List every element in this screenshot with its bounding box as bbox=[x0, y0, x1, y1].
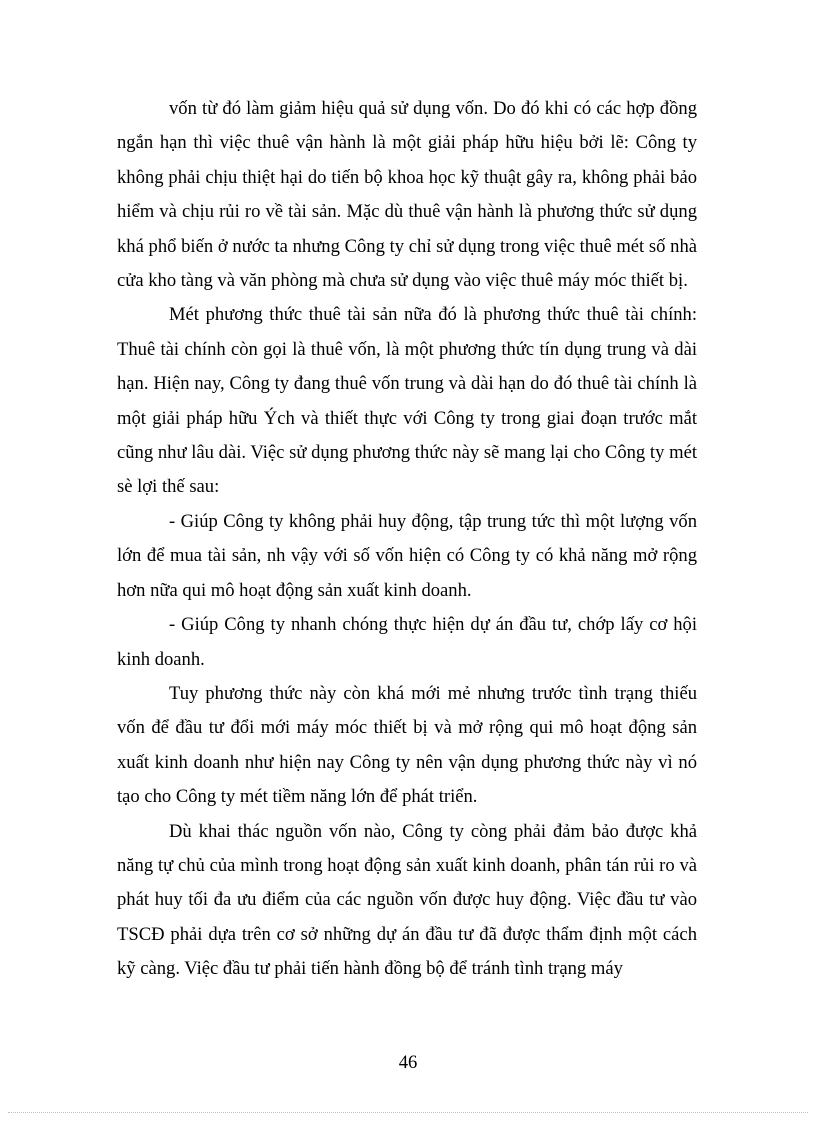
paragraph-5: Tuy phương thức này còn khá mới mẻ nhưng trước tình trạng thiếu vốn để đầu tư đổi mới máy móc thiết bị và mở rộng qui mô hoạt động sản xuất kinh doanh như hiện nay Công ty nên vận dụng phương thức này vì nó tạo cho Công ty mét tiềm năng lớn để phát triển. bbox=[117, 682, 697, 808]
paragraph-2: Mét phương thức thuê tài sản nữa đó là phương thức thuê tài chính: Thuê tài chính còn gọi là thuê vốn, là một phương thức tín dụng trung và dài hạn. Hiện nay, Công ty đang thuê vốn trung và dài hạn do đó thuê tài chính là một giải pháp hữu Ých và thiết thực với Công ty trong giai đoạn trước mắt cũng như lâu dài. Việc sử dụng phương thức này sẽ mang lại cho Công ty mét sè lợi thế sau: bbox=[117, 304, 697, 498]
paragraph-6: Dù khai thác nguồn vốn nào, Công ty còng phải đảm bảo được khả năng tự chủ của mình trong hoạt động sản xuất kinh doanh, phân tán rủi ro và phát huy tối đa ưu điểm của các nguồn vốn được huy động. Việc đầu tư vào TSCĐ phải dựa trên cơ sở những dự án đầu tư đã được thẩm định một cách kỹ càng. Việc đầu tư phải tiến hành đồng bộ để tránh tình trạng máy bbox=[117, 820, 697, 980]
page-number: 46 bbox=[398, 1052, 418, 1073]
paragraph-3: - Giúp Công ty không phải huy động, tập trung tức thì một lượng vốn lớn để mua tài sản, nh vậy với số vốn hiện có Công ty có khả năng mở rộng hơn nữa qui mô hoạt động sản xuất kinh doanh. bbox=[117, 510, 697, 601]
paragraph-1: vốn từ đó làm giảm hiệu quả sử dụng vốn. Do đó khi có các hợp đồng ngắn hạn thì việc thuê vận hành là một giải pháp hữu hiệu bởi lẽ: Công ty không phải chịu thiệt hại do tiến bộ khoa học kỹ thuật gây ra, không phải bảo hiểm và chịu rủi ro về tài sản. Mặc dù thuê vận hành là phương thức sử dụng khá phổ biến ở nước ta nhưng Công ty chỉ sử dụng trong việc thuê mét số nhà cửa kho tàng và văn phòng mà chưa sử dụng vào việc thuê máy móc thiết bị. bbox=[117, 98, 697, 292]
page-bottom-divider bbox=[8, 1112, 808, 1113]
paragraph-4: - Giúp Công ty nhanh chóng thực hiện dự án đầu tư, chớp lấy cơ hội kinh doanh. bbox=[117, 614, 697, 670]
body-text bbox=[117, 92, 697, 987]
